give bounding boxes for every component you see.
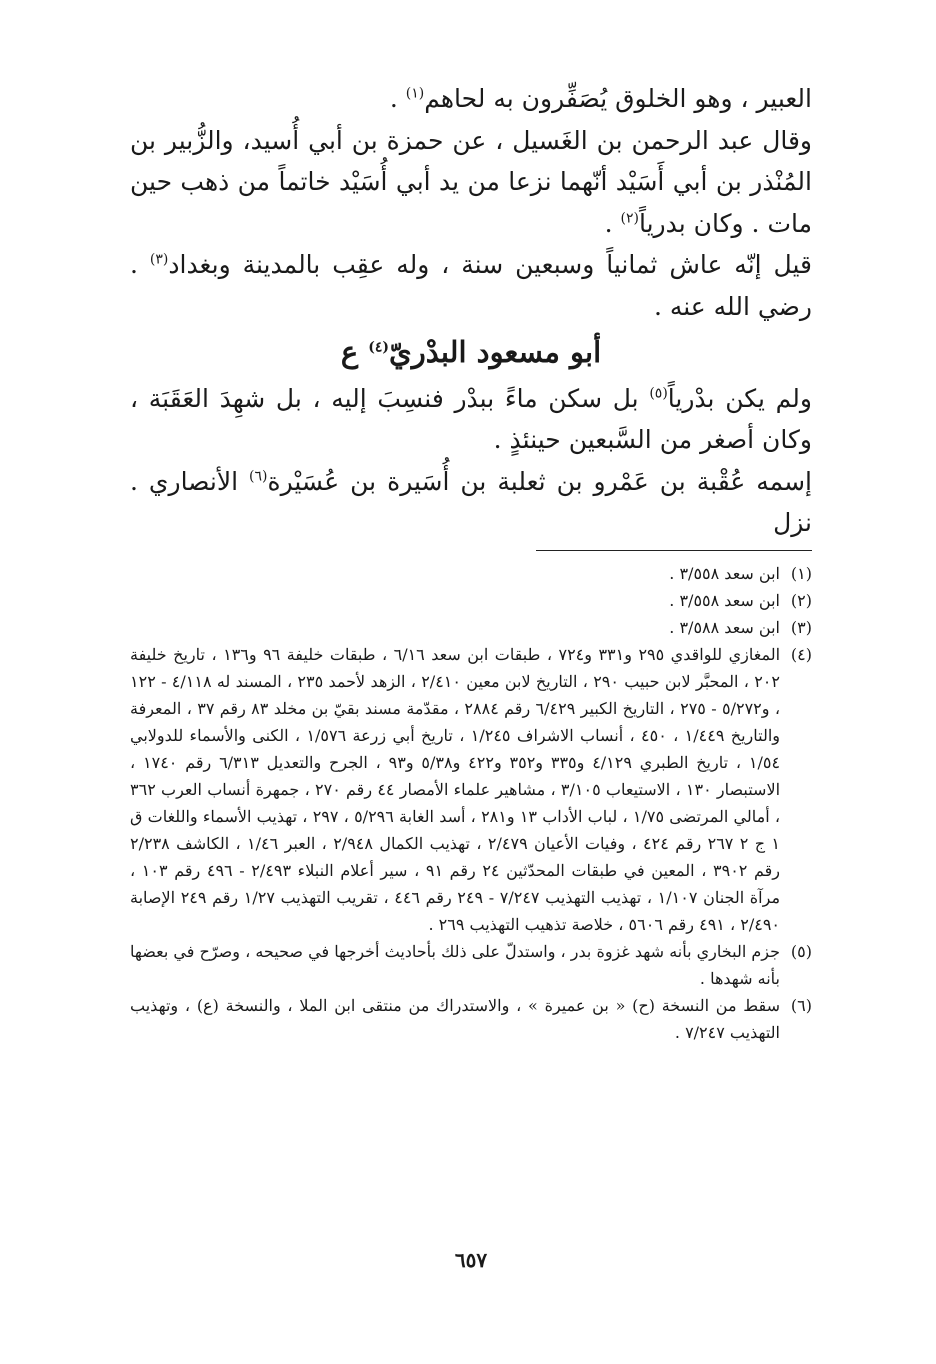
footnote-text: سقط من النسخة (ح) « بن عميرة » ، والاستدراك من منتقى ابن الملا ، والنسخة (ع) ، وتهذيب التهذيب ٧/٢٤٧ .	[130, 995, 780, 1042]
paragraph-3-end: . رضي الله عنه .	[130, 250, 812, 321]
heading-name: أبو مسعود البدْريّ	[389, 334, 602, 369]
paragraph-4	[130, 378, 812, 461]
footnote-6	[130, 992, 812, 1046]
page-number: ٦٥٧	[454, 1248, 488, 1272]
footnote-5	[130, 938, 812, 992]
paragraph-3	[130, 244, 812, 327]
footnote-3	[130, 614, 812, 641]
paragraph-1-end: .	[389, 84, 406, 113]
footnote-2	[130, 587, 812, 614]
paragraph-3-text: قيل إنّه عاش ثمانياً وسبعين سنة ، وله عقِب بالمدينة وبغداد	[168, 250, 812, 280]
footnote-number: (٦)	[790, 995, 812, 1015]
footnote-ref-6: (٦)	[249, 468, 268, 485]
section-heading	[130, 332, 812, 372]
footnote-ref-1: (١)	[405, 85, 425, 102]
paragraph-5-text: إسمه عُقْبة بن عَمْرو بن ثعلبة بن أُسَيرة بن عُسَيْرة	[267, 466, 812, 496]
footnote-text: المغازي للواقدي ٢٩٥ و٣٣١ و٧٢٤ ، طبقات ابن سعد ٦/١٦ ، طبقات خليفة ٩٦ و١٣٦ ، تاريخ خليفة ٢٠٢ ، المحبَّر لابن حبيب ٢٩٠ ، التاريخ لابن معين ٢/٤١٠ ، الزهد لأحمد ٢٣٥ ، المسند له ٤/١١٨ - ١٢٢ ، و٥/٢٧٢ - ٢٧٥ ، التاريخ الكبير ٦/٤٢٩ رقم ٢٨٨٤ ، مقدّمة مسند بقيّ بن مخلد ٨٣ رقم ٣٧ ، المعرفة والتاريخ ١/٤٤٩ ، ٤٥٠ ، أنساب الاشراف ١/٢٤٥ ، تاريخ أبي زرعة ١/٥٧٦ ، الكنى والأسماء للدولابي ١/٥٤ ، تاريخ الطبري ٤/١٢٩ و٣٣٥ و٣٥٢ و٤٢٢ و٥/٣٨ و٩٣ ، الجرح والتعديل ٦/٣١٣ رقم ١٧٤٠ ، الاستبصار ١٣٠ ، الاستيعاب ٣/١٠٥ ، مشاهير علماء الأمصار ٤٤ رقم ٢٧٠ ، جمهرة أنساب العرب ٣٦٢ ، أمالي المرتضى ١/٧٥ ، لباب الأداب ١٣ و٢٨١ ، أسد الغابة ٥/٢٩٦ ، ٢٩٧ ، تهذيب الأسماء واللغات ق ١ ج ٢ ٢٦٧ رقم ٤٢٤ ، وفيات الأعيان ٢/٤٧٩ ، تهذيب الكمال ٢/٩٤٨ ، العبر ١/٤٦ ، الكاشف ٢/٢٣٨ رقم ٣٩٠٢ ، المعين في طبقات المحدّثين ٢٤ رقم ٩١ ، سير أعلام النبلاء ٢/٤٩٣ - ٤٩٦ رقم ١٠٣ ، مرآة الجنان ١/١٠٧ ، تهذيب التهذيب ٧/٢٤٧ - ٢٤٩ رقم ٤٤٦ ، تقريب التهذيب ١/٢٧ رقم ٢٤٩ الإصابة ٢/٤٩٠ ، ٤٩١ رقم ٥٦٠٦ ، خلاصة تذهيب التهذيب ٢٦٩ .	[130, 644, 781, 934]
paragraph-4-text: ولم يكن بدْرياً	[667, 383, 812, 413]
footnote-4	[130, 641, 812, 938]
paragraph-4-end: بل سكن ماءً ببدْر فنسِبَ إليه ، بل شهِدَ العَقَبَة ، وكان أصغر من السَّبعين حينئذٍ .	[130, 383, 812, 455]
footnote-ref-4: (٤)	[368, 338, 389, 355]
footnote-text: ابن سعد ٣/٥٥٨ .	[669, 590, 780, 610]
footnote-ref-3: (٣)	[149, 252, 169, 269]
footnote-1	[130, 560, 812, 587]
main-text	[130, 78, 812, 328]
footnote-text: ابن سعد ٣/٥٨٨ .	[669, 617, 780, 637]
paragraph-1	[130, 78, 812, 120]
paragraph-1-text: العبير ، وهو الخلوق يُصَفِّرون به لحاهم	[424, 84, 812, 113]
footnote-number: (٢)	[790, 590, 812, 610]
footnote-number: (٣)	[790, 617, 812, 637]
separator-line	[536, 550, 812, 551]
main-text-2	[130, 378, 812, 544]
footnote-ref-5: (٥)	[649, 385, 668, 402]
footnote-number: (١)	[790, 563, 812, 583]
footnote-separator	[130, 544, 812, 560]
heading-mark: ع	[340, 334, 369, 369]
paragraph-5-end: الأنصاري . نزل	[130, 466, 812, 538]
footnote-number: (٤)	[790, 644, 812, 664]
paragraph-2	[130, 120, 812, 245]
paragraph-2-text: وقال عبد الرحمن بن الغَسيل ، عن حمزة بن أبي أُسيد، والزُّبير بن المُنْذر بن أبي أَسَيْد أنّهما نزعا من يد أبي أُسَيْد خاتماً من ذهب حين مات . وكان بدرياً	[130, 125, 812, 238]
footnotes	[130, 560, 812, 1046]
page	[130, 78, 812, 1298]
footnote-text: جزم البخاري بأنه شهد غزوة بدر ، واستدلّ على ذلك بأحاديث أخرجها في صحيحه ، وصرّح في بعضها بأنه شهدها .	[130, 941, 780, 988]
footnote-number: (٥)	[790, 941, 812, 961]
paragraph-2-end: .	[604, 208, 621, 238]
footnote-ref-2: (٢)	[620, 210, 639, 227]
footnote-text: ابن سعد ٣/٥٥٨ .	[669, 563, 780, 583]
paragraph-5	[130, 461, 812, 544]
